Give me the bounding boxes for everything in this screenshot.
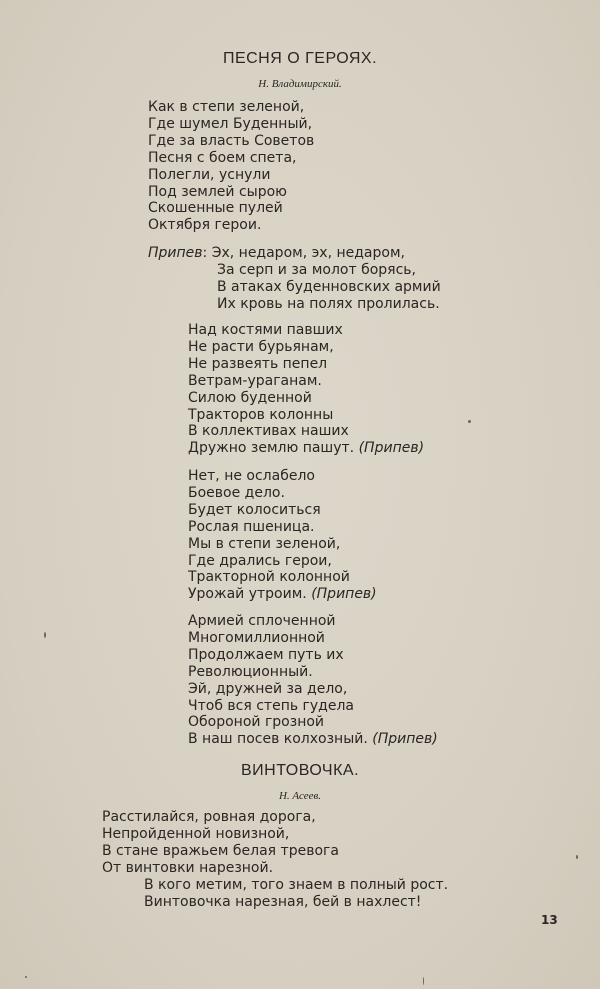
verse-line: Силою буденной [188, 389, 312, 406]
verse-line: Полегли, уснули [148, 166, 271, 183]
refrain-continuation [217, 262, 441, 313]
refrain [148, 245, 405, 262]
verse-line: Где за власть Советов [148, 132, 315, 149]
refrain-tag: (Припев) [372, 731, 438, 748]
verse-line: Не расти бурьянам, [188, 338, 334, 355]
song-author: Н. Владимирский. [258, 78, 342, 90]
verse-line: Винтовочка нарезная, бей в нахлест! [144, 893, 422, 910]
verse-line: Дружно землю пашут. (Припев) [188, 440, 425, 457]
verse-line: В наш посев колхозный. (Припев) [188, 731, 438, 748]
stanza-2 [188, 322, 424, 457]
paper-speck [576, 855, 578, 859]
paper-speck [25, 976, 27, 978]
verse-line: Не развеять пепел [188, 355, 328, 372]
stanza-3 [188, 468, 377, 603]
verse-line: Над костями павших [188, 322, 343, 338]
stanza-1 [148, 99, 314, 234]
verse-line: Обороной грозной [188, 714, 325, 731]
refrain-line: За серп и за молот борясь, [217, 262, 416, 278]
paper-speck [468, 420, 471, 423]
song-title: ВИНТОВОЧКА. [240, 762, 360, 779]
verse-line: В коллективах наших [188, 423, 349, 440]
refrain-line: : Эх, недаром, эх, недаром, [202, 245, 405, 261]
verse-line: В кого метим, того знаем в полный рост. [144, 877, 449, 893]
page-number: 13 [541, 913, 558, 927]
verse-line: Мы в степи зеленой, [188, 535, 341, 552]
verse-line: Армией сплоченной [188, 613, 336, 629]
verse-line: Тракторной колонной [188, 569, 350, 586]
verse-line: Боевое дело. [188, 484, 285, 501]
verse-line: Тракторов колонны [188, 406, 334, 423]
verse-line: Ветрам-ураганам. [188, 372, 322, 389]
verse-line: Где дрались герои, [188, 552, 332, 569]
paper-speck [44, 632, 46, 638]
verse-line: Песня с боем спета, [148, 149, 297, 166]
verse-line: Расстилайся, ровная дорога, [102, 809, 316, 825]
verse-line: Рослая пшеница. [188, 518, 315, 535]
verse-line: Многомиллионной [188, 629, 325, 646]
verse-line: Урожай утроим. (Припев) [188, 586, 377, 603]
song-title: ПЕСНЯ О ГЕРОЯХ. [222, 50, 378, 67]
song-author: Н. Асеев. [278, 790, 322, 802]
stanza-5 [102, 809, 339, 877]
verse-line: Под землей сырою [148, 183, 287, 200]
refrain-tag: (Припев) [311, 586, 377, 603]
refrain-tag: (Припев) [358, 440, 425, 457]
verse-line: Эй, дружней за дело, [188, 680, 348, 697]
verse-line: Чтоб вся степь гудела [188, 697, 355, 714]
stanza-5-indented [144, 877, 448, 911]
verse-line: Будет колоситься [188, 501, 321, 518]
refrain-line: Их кровь на полях пролилась. [217, 295, 440, 312]
verse-line: Скошенные пулей [148, 200, 283, 217]
refrain-line: В атаках буденновских армий [217, 278, 441, 295]
verse-line: Как в степи зеленой, [148, 99, 305, 115]
verse-line: Продолжаем путь их [188, 646, 344, 663]
paper-speck [423, 977, 424, 985]
verse-line: Революционный. [188, 663, 313, 680]
verse-line: От винтовки нарезной. [102, 859, 274, 876]
verse-line: В стане вражьем белая тревога [102, 842, 339, 859]
verse-line: Октября герои. [148, 217, 262, 234]
verse-line: Нет, не ослабело [188, 468, 315, 484]
verse-line: Где шумел Буденный, [148, 115, 313, 132]
verse-line: Непройденной новизной, [102, 825, 290, 842]
refrain-label: Припев [148, 245, 203, 261]
stanza-4 [188, 613, 438, 748]
